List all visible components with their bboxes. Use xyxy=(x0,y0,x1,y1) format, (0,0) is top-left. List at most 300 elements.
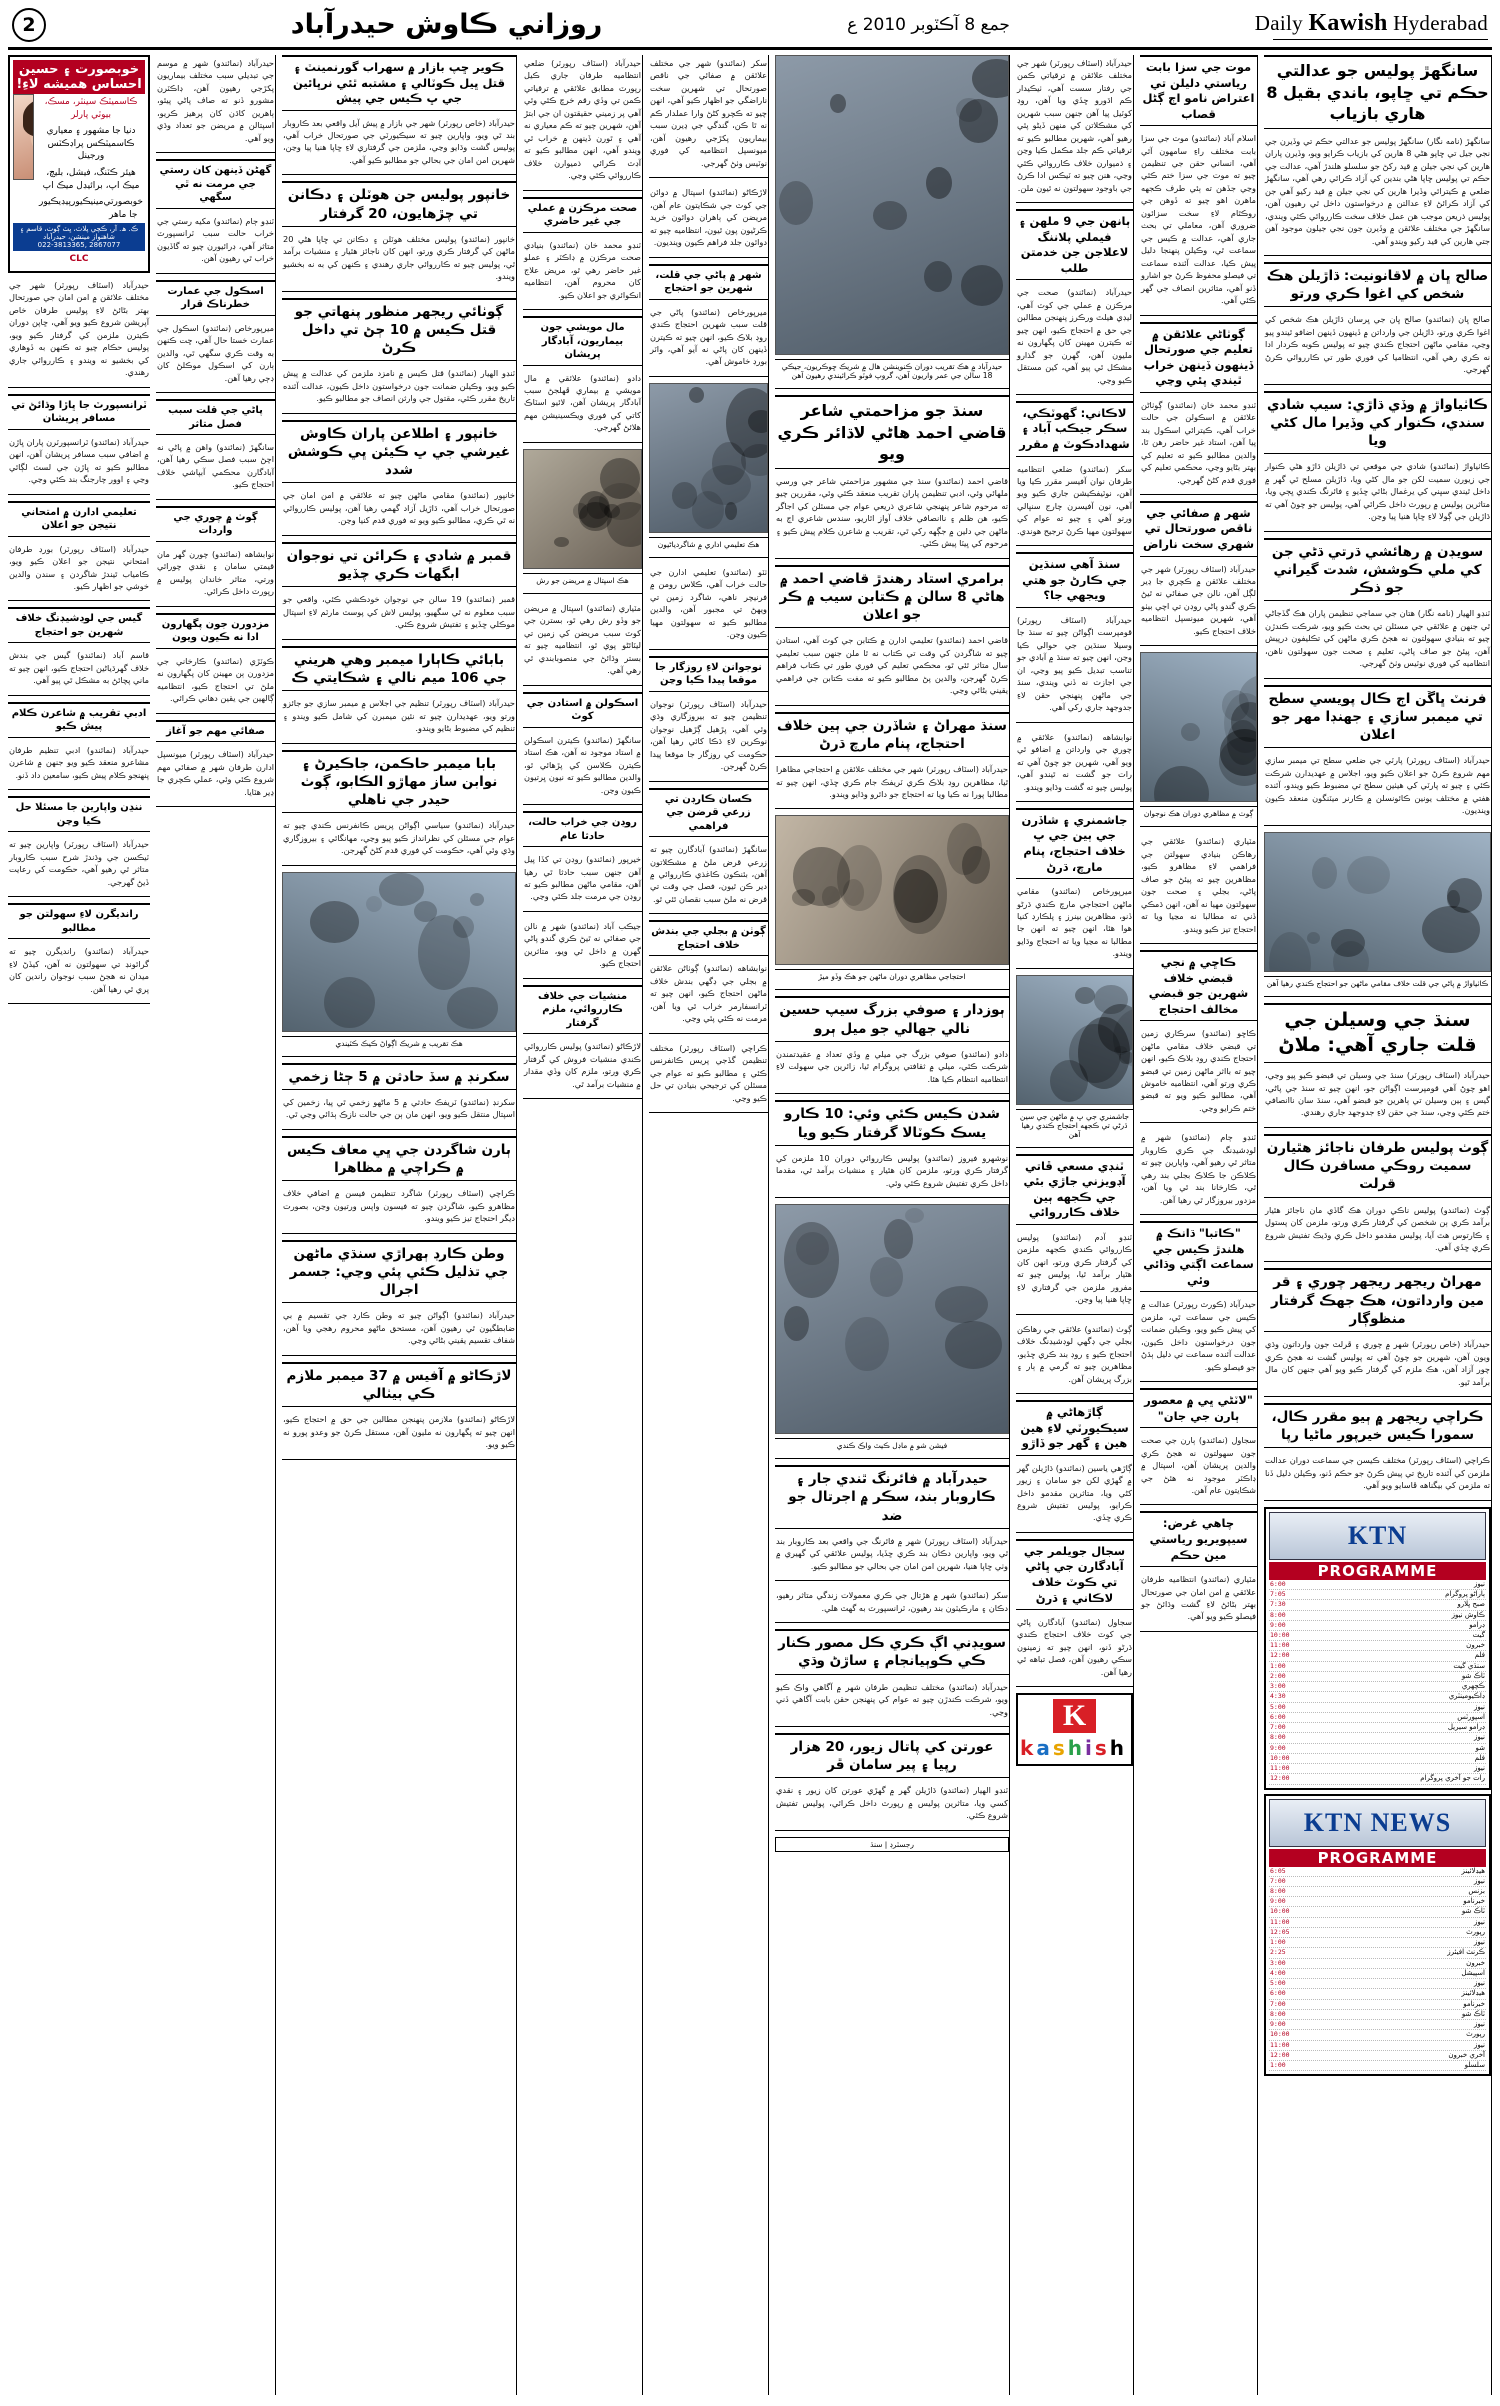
photo-shape xyxy=(1422,906,1480,953)
article-separator xyxy=(156,152,275,153)
article-headline: ٻوزدار ۽ صوفي بزرگ سيپ حسين نالي جهالي جو ميل ٻرو xyxy=(775,996,1009,1041)
masthead-date: جمع 8 آڪٽوبر 2010 ع xyxy=(847,14,1010,35)
article-headline: سنڌ آهي سنڌين جي ڪارڻ جو هتي ويجهي جا؟ xyxy=(1016,552,1133,608)
programme-name: ٽاڪ شو xyxy=(1461,1671,1485,1680)
article-headline: عورتن کي پاتال زيور، 20 هزار رپيا ۽ پير سامان ڦر xyxy=(775,1733,1009,1778)
article-body-text: ٽنڊو ڄام (نمائندو) شهر ۾ لوڊشيڊنگ جي ڪري ڪاروبار متاثر ٿي رهيو آهي، واپارين چيو ته ڪلاڪن جا ڪلاڪ بجلي بند رهي ٿي، ڪارخانا بند ٿي ويا آهن، مزدور بيروزگار ٿي رهيا آهن. xyxy=(1141,1132,1256,1205)
article-separator xyxy=(649,649,768,650)
programme-time: 3:00 xyxy=(1270,1958,1286,1967)
article-headline: شهر ۾ پاڻي جي قلت، شهرين جو احتجاج xyxy=(649,264,768,300)
news-photo xyxy=(775,1204,1009,1434)
article-body-text: ٽنڊو آدم (نمائندو) پوليس ڪارروائي ڪندي ڪجهه ملزمن کي گرفتار ڪري ورتو، انهن کان هٿيار برآمد ٿيا، پوليس چيو ته مفرور ملزمن جي گرفتاري لاءِ ڇاپا هنيا پيا وڃن. xyxy=(1017,1231,1132,1305)
article-body-text: حيدرآباد (اسٽاف رپورٽر) نوجوان تنظيمن چيو ته بيروزگاري وڌي وئي آهي، پڙهيل ڳڙهيل نوجوان نوڪرين لاءِ ڌڪا کائي رهيا آهن، حڪومت کي روزگار جا موقعا پيدا ڪرڻ گهرجن. xyxy=(650,698,767,772)
article-headline: ٽنڊي مسعي ڦاتي آڊويزني جاڙي بئي جي ڪجهه ٻين خلاف ڪارروائي xyxy=(1016,1154,1133,1225)
photo-caption: ڳوٺ ۾ مظاهري دوران هڪ نوجوان xyxy=(1140,806,1257,820)
article-separator xyxy=(1264,1396,1491,1397)
article-body-text: حيدرآباد (اسٽاف رپورٽر) شهر جي مختلف علائقن ۾ امن امان جي صورتحال بهتر بڻائڻ لاءِ پوليس طرفان خاص آپريشن شروع ڪيو ويو آهي، ڇاپن دوران ڪيترن ملزمن کي گرفتار ڪيو ويو، پوليس حڪام چيو ته ڪنهن به ڏوهاري کي بخشيو نه ويندو ۽ ڪارروائي جاري رهندي. xyxy=(9,279,149,378)
article-separator xyxy=(649,1112,768,1113)
programme-time: 11:00 xyxy=(1270,1764,1290,1773)
programme-time: 12:00 xyxy=(1270,2050,1290,2059)
article-separator xyxy=(1140,1381,1257,1382)
ktn-programme-box xyxy=(1264,1507,1491,1790)
article-separator xyxy=(1016,1393,1133,1394)
article-separator xyxy=(775,989,1009,990)
article-body-text: خانپور (نمائندو) پوليس مختلف هوٽلن ۽ دڪانن تي ڇاپا هڻي 20 ماڻهن کي گرفتار ڪري ورتو، انهن کان ناجائز هٿيار ۽ منشيات برآمد ٿي، پوليس چيو ته ڪارروائي جاري رهندي ۽ ڪنهن کي به نه بخشيو ويندو. xyxy=(283,233,515,282)
ktn-logo xyxy=(1269,1799,1486,1847)
programme-time: 6:00 xyxy=(1270,1579,1286,1588)
article-body-text: حيدرآباد (اسٽاف رپورٽر) پارٽي جي ضلعي سطح تي ميمبر سازي مهم شروع ڪرڻ جو اعلان ڪيو ويو، اجلاس ۾ عهديدارن شرڪت ڪئي ۽ چيو ته پارٽي کي هيٺين سطح تي مضبوط ڪيو ويندو، آئنده هفتي ۾ مختلف يونين ڪائونسلن ۾ ڪارنر ميٽنگون منعقد ڪيون وينديون. xyxy=(1265,755,1490,816)
programme-time: 1:00 xyxy=(1270,1938,1286,1947)
article-separator xyxy=(1016,202,1133,203)
programme-name: فلم xyxy=(1474,1753,1485,1762)
article-separator xyxy=(1140,1122,1257,1123)
article-separator xyxy=(775,705,1009,706)
article-separator xyxy=(649,913,768,914)
article-separator xyxy=(156,273,275,274)
news-photo xyxy=(1016,975,1133,1105)
schedule-row xyxy=(1269,1744,1486,1754)
article-separator xyxy=(1264,531,1491,532)
programme-time: 8:00 xyxy=(1270,1733,1286,1742)
article-separator xyxy=(523,685,642,686)
column-9 xyxy=(8,55,150,2395)
hair-shape xyxy=(23,97,34,137)
article-headline: ادبي تقريب ۾ شاعرن ڪلام پيش ڪيو xyxy=(8,702,150,738)
ad-phone: 022-3813365, 2867077 xyxy=(37,241,121,250)
programme-band: PROGRAMME xyxy=(1269,1849,1486,1867)
schedule-row xyxy=(1269,1733,1486,1743)
schedule-row xyxy=(1269,1959,1486,1969)
programme-band: PROGRAMME xyxy=(1269,1562,1486,1580)
ktn-programme-box xyxy=(1264,1794,1491,2077)
programme-name: ڪرنٽ افيئرز xyxy=(1447,1948,1485,1957)
photo-shape xyxy=(935,1286,987,1323)
programme-time: 1:00 xyxy=(1270,1661,1286,1670)
programme-name: نيوز xyxy=(1473,1938,1485,1947)
article-headline: تعليمي ادارن ۾ امتحاني نتيجن جو اعلان xyxy=(8,501,150,537)
schedule-row xyxy=(1269,1989,1486,1999)
article-headline: لاڙڪاڻو ۾ آفيس ۾ 37 ميمبر ملازم ڪي بيٺالي xyxy=(282,1362,516,1407)
article-body-text: حيدرآباد (اسٽاف رپورٽر) بورڊ طرفان امتحاني نتيجن جو اعلان ڪيو ويو، ڪامياب ٿيندڙ شاگردن ۽ سندن والدين خوشي جو اظهار ڪيو. xyxy=(9,543,149,591)
schedule-row xyxy=(1269,1672,1486,1682)
photo-shape xyxy=(924,261,952,292)
programme-name: فلم xyxy=(1474,1651,1485,1660)
article-headline: گهڻن ڏينهن کان رستي جي مرمت نه ٿي سگهي xyxy=(156,159,275,209)
programme-name: اسپيشل xyxy=(1461,1968,1485,1977)
programme-time: 4:30 xyxy=(1270,1692,1286,1701)
article-separator xyxy=(156,499,275,500)
article-separator xyxy=(523,1098,642,1099)
column-3 xyxy=(1016,55,1134,2395)
article-separator xyxy=(1016,1147,1133,1148)
article-body-text: حيدرآباد (نمائندو) شهر ۾ موسم جي تبديلي سبب مختلف بيماريون پکڙجي رهيون آهن، ڊاڪٽرن مشورو ڏنو ته صاف پاڻي پيئو، ٻاهرين کاڌن کان پرهيز ڪريو، اسپتالن ۾ مريضن جو تعداد وڌي ويو آهي. xyxy=(157,58,274,143)
ad-service-2: مينيڪيور xyxy=(70,197,104,208)
article-headline: پاڻي جي قلت سبب فصل متاثر xyxy=(156,399,275,435)
programme-time: 9:00 xyxy=(1270,1743,1286,1752)
ad-model-photo xyxy=(13,94,34,180)
article-headline: شهر ۾ صفائي جي ناقص صورتحال تي شهري سخت ناراض xyxy=(1140,501,1257,557)
column-2 xyxy=(1140,55,1258,2395)
photo-shape xyxy=(845,1317,888,1372)
article-separator xyxy=(1016,394,1133,395)
photo-shape xyxy=(830,94,846,113)
article-body-text: حيدرآباد (اسٽاف رپورٽر) واپارين چيو ته ٽيڪسن جي وڌندڙ شرح سبب ڪاروبار متاثر ٿي رهيو آهي، حڪومت کي رعايت ڏيڻ گهرجي. xyxy=(9,839,149,887)
article-headline: ڳوٺ پوليس طرفان ناجائز هٿيارن سميت روڪي مسافرن ڪال قرلت xyxy=(1264,1134,1491,1198)
programme-name: ٽاڪ شو xyxy=(1461,2009,1485,2018)
kashish-letter: h xyxy=(1109,1736,1127,1761)
footer-registration-note: رجسٽرڊ | سنڌ xyxy=(775,1837,1009,1852)
programme-time: 8:00 xyxy=(1270,2009,1286,2018)
photo-shape xyxy=(793,847,850,905)
schedule-row xyxy=(1269,1877,1486,1887)
programme-name: نيوز xyxy=(1473,1876,1485,1885)
programme-name: نيوز xyxy=(1473,1979,1485,1988)
article-headline: چاهي غرض: سيپويريو رياستي مين حڪم xyxy=(1140,1511,1257,1567)
schedule-row xyxy=(1269,2020,1486,2030)
news-photo xyxy=(649,383,768,533)
ktn-logo xyxy=(1269,1512,1486,1560)
article-headline: ڳوٺاڻي علائقن ۾ تعليم جي صورتحال ڏينهون ڏينهن خراب ٿيندي پئي وڃي xyxy=(1140,322,1257,393)
masthead-daily-word: Daily xyxy=(1254,10,1303,35)
article-body-text: سانگهڙ (نمائندو) واهن ۾ پاڻي نه اچڻ سبب فصل سڪي رهيا آهن، آبادگارن محڪمي آبپاشي خلاف احتجاج ڪيو. xyxy=(157,442,274,490)
photo-shape xyxy=(873,201,907,230)
article-body-text: نوابشاهه (نمائندو) علائقي ۾ چوري جي وارداتن ۾ اضافو ٿي ويو آهي، شهرين جو چوڻ آهي ته رات جو گشت نه ٿيندو آهي، پوليس چيو ته گشت وڌايو ويندو. xyxy=(1017,731,1132,792)
schedule-row xyxy=(1269,1621,1486,1631)
programme-time: 8:00 xyxy=(1270,1610,1286,1619)
article-headline: ڳاڙهاڻي ۾ سيڪيورٽي لاءِ هين هين ۽ گهر جو ڏاڙو xyxy=(1016,1400,1133,1456)
article-separator xyxy=(1264,1261,1491,1262)
schedule-row xyxy=(1269,1938,1486,1948)
article-separator xyxy=(523,978,642,979)
programme-name: ڊرامو xyxy=(1469,1620,1485,1629)
photo-shape xyxy=(962,846,990,884)
photo-shape xyxy=(554,537,569,548)
article-body-text: لاڙڪاڻو (نمائندو) اسپتال ۾ دوائن جي کوٽ جي شڪايتون عام آهن، مريضن کي ٻاهران دوائون خريد ڪرڻيون پون ٿيون، انتظاميه چيو ته دوائون جلد فراهم ڪيون وينديون. xyxy=(650,187,767,248)
article-separator xyxy=(775,558,1009,559)
masthead-kawish-word: Kawish xyxy=(1308,9,1388,36)
schedule-row xyxy=(1269,1897,1486,1907)
schedule-row xyxy=(1269,1611,1486,1621)
article-body-text: ميرپورخاص (نمائندو) پاڻي جي قلت سبب شهرين احتجاج ڪندي روڊ بلاڪ ڪيو، انهن چيو ته ڪيترن ڏينهن کان پاڻي نه آيو آهي، واٽر بورڊ خاموش آهي. xyxy=(650,306,767,367)
article-separator xyxy=(1016,1686,1133,1687)
news-photo xyxy=(1264,832,1491,972)
schedule-row xyxy=(1269,1723,1486,1733)
article-body-text: سکرنڊ (نمائندو) ٽريفڪ حادثي ۾ 5 ماڻهو زخمي ٿي پيا، زخمين کي اسپتال منتقل ڪيو ويو، انهن مان ٻن جي حالت نازڪ ٻڌائي وڃي ٿي. xyxy=(283,1096,515,1120)
schedule-row xyxy=(1269,1600,1486,1610)
kashish-letter: a xyxy=(1036,1736,1053,1761)
article-separator xyxy=(1264,1500,1491,1501)
article-headline: سنڌ مهراڻ ۽ شاڏرن جي ٻين خلاف احتجاج، پنام مارچ ڌرڻ xyxy=(775,712,1009,757)
article-body-text: حيدرآباد (نمائندو) سياسي اڳواڻن پريس ڪانفرنس ڪندي چيو ته عوام جي مسئلن کي نظرانداز ڪيو پيو وڃي، مهانگائي ۽ بيروزگاري وڌي وئي آهي، حڪومت کي فوري قدم کڻڻ گهرجن. xyxy=(283,820,515,856)
schedule-row xyxy=(1269,1979,1486,1989)
article-body-text: ٽنڊو محمد خان (نمائندو) بنيادي صحت مرڪزن ۾ ڊاڪٽر ۽ عملو غير حاضر رهي ٿو، مريض علاج کان محروم آهن، انتظاميه انڪوائري جو اعلان ڪيو. xyxy=(524,239,641,300)
article-headline: ڪاڇي ۾ نجي قبضي خلاف شهرين جو قبضي مخالف احتجاج xyxy=(1140,950,1257,1021)
article-headline: نوجوانن لاءِ روزگار جا موقعا پيدا ڪيا وڃن xyxy=(649,656,768,692)
programme-name: رات جو آخري پروگرام xyxy=(1420,1774,1485,1783)
article-body-text: ميرپورخاص (نمائندو) اسڪول جي عمارت خستا حال آهي، ڇت ڪنهن به وقت ڪري سگهي ٿي، والدين ٻارن کي اسڪول موڪلڻ کان ڊڄي رهيا آهن. xyxy=(157,322,274,383)
article-separator xyxy=(282,865,516,866)
schedule-row xyxy=(1269,2061,1486,2071)
photo-shape xyxy=(1075,987,1095,1004)
article-body-text: حيدرآباد (اسٽاف رپورٽر) ميونسپل ادارن طرفان شهر ۾ صفائي مهم شروع ڪئي وئي، عملي ڪچري جا ڍير هٽايا. xyxy=(157,749,274,797)
schedule-row xyxy=(1269,2051,1486,2061)
article-headline: سنڌ جي وسيلن جي قلت جاري آهي: ملاڻ xyxy=(1264,1003,1491,1063)
programme-time: 6:05 xyxy=(1270,1866,1286,1875)
article-headline: سنڌ جو مزاحمتي شاعر قاضي احمد هاڻي لاڌائر ڪري ويو xyxy=(775,395,1009,469)
programme-time: 7:05 xyxy=(1270,1590,1286,1599)
article-body-text: حيدرآباد (اسٽاف رپورٽر) سنڌ جي وسيلن تي قبضو ڪيو پيو وڃي، اهو چوڻ آهي قومپرست اڳواڻن جو، انهن چيو ته سنڌ جي پاڻي، گيس ۽ ٻين وسيلن تي ٻاهرين جو قبضو آهي، سنڌ سان ناانصافي ختم ڪئي وڃي، سنڌ جي حقن لاءِ جدوجهد جاري رهندي. xyxy=(1265,1070,1490,1118)
article-headline: فرنٽ ڀاڱن اڄ ڪال پويسي سطح تي ميمبر سازي ۽ جهنڊا مهر جو اعلان xyxy=(1264,685,1491,749)
article-body-text: سجاول (نمائندو) ٻارن جي صحت جون سهولتون نه هجڻ ڪري والدين پريشان آهن، اسپتال ۾ ڊاڪٽر موجود نه هئڻ جي شڪايتون عام آهن. xyxy=(1141,1435,1256,1496)
programme-name: خبرنامو xyxy=(1463,1897,1485,1906)
article-headline: سجال جويلمر جي آبادگارن جي ڀاڻي تي ڪوٽ خلاف لاڪاني ۽ ڌرڻ xyxy=(1016,1539,1133,1610)
article-body-text: ڪاڇو (نمائندو) سرڪاري زمين تي قبضي خلاف مقامي ماڻهن احتجاج ڪندي روڊ بلاڪ ڪيو، انهن چيو ته بااثر ماڻهن زمين تي قبضو ڪري ورتو آهي، انتظاميه خاموش آهي، مطالبو ڪيو ويو ته قبضو ختم ڪرايو وڃي. xyxy=(1141,1028,1256,1113)
article-headline: سويڊني اڳ ڪري ڪل مصور ڪنار ڪي ڪوٻيانجام ۽ ساڙڻ وڌي xyxy=(775,1629,1009,1674)
article-body-text: ڪاٺياواڙ (نمائندو) شادي جي موقعي تي ڌاڙيلن ڌاڙو هڻي ڪنوار جي زيورن سميت لکن جو مال کڻي ويا، ڌاڙيلن مسلح ٿي گهر ۾ داخل ٿيندي سڀني کي يرغمال بڻائي ڇڏيو ۽ فائرنگ ڪندي ڀڄي ويا، متاثرين پوليس ۾ رپورٽ داخل ڪرائي آهي، پوليس جو چوڻ آهي ته ڌاڙيلن جي ڳولا لاءِ ڇاپا هنيا پيا وڃن. xyxy=(1265,461,1490,522)
article-separator xyxy=(649,177,768,178)
article-separator xyxy=(649,781,768,782)
schedule-row xyxy=(1269,1692,1486,1702)
article-separator xyxy=(1016,545,1133,546)
programme-time: 1:00 xyxy=(1270,2060,1286,2069)
ad-service-3: پيڊيڪيور xyxy=(39,197,71,208)
ad-body xyxy=(13,94,145,223)
article-headline: صحت مرڪزن ۾ عملي جي غير حاضري xyxy=(523,197,642,233)
programme-time: 5:00 xyxy=(1270,1702,1286,1711)
article-headline: صالح ڀان ۾ لاقانونيت: ڌاڙيلن هڪ شخص کي اغوا ڪري ورتو xyxy=(1264,262,1491,307)
article-separator xyxy=(282,174,516,175)
column-6 xyxy=(523,55,643,2395)
article-body-text: خيرپور (نمائندو) روڊن تي کڏا پيل آهن جنهن سبب حادثا ٿي رهيا آهن، مقامي ماڻهن مطالبو ڪيو ته روڊن جي مرمت جلد ڪئي وڃي. xyxy=(524,854,641,902)
article-separator xyxy=(649,1033,768,1034)
masthead xyxy=(8,6,1492,50)
article-separator xyxy=(1140,494,1257,495)
article-headline: "لاٽڻي ڀي ۾ معصور ٻارن جي جان" xyxy=(1140,1388,1257,1428)
article-body-text: سجاول (نمائندو) آبادگارن پاڻي جي کوٽ خلاف احتجاج ڪندي ڌرڻو ڏنو، انهن چيو ته زمينون سڪي رهيون آهن، فصل تباهه ٿي رهيا آهن. xyxy=(1017,1617,1132,1677)
article-body-text: سکر (نمائندو) ضلعي انتظاميه طرفان نوان آفيسر مقرر ڪيا ويا آهن، نوٽيفڪيشن جاري ڪيو ويو آهي، نون آفيسرن چارج سنڀالي ورتو آهي ۽ چيو ته عوام کي سهولتون مهيا ڪرڻ ترجيح هوندي. xyxy=(1017,463,1132,536)
programme-time: 10:00 xyxy=(1270,1631,1290,1640)
article-body-text: قاضي احمد (نمائندو) سنڌ جي مشهور مزاحمتي شاعر جي ورسي ملهائي وئي، ادبي تنظيمن پاران تقريب منعقد ڪئي وئي، مقررين چيو ته مرحوم شاعر پنهنجي شاعري ذريعي عوام جي مسئلن کي اجاگر ڪيو، هن ظلم ۽ ناانصافي خلاف آواز اٿاريو، سندس شاعري اڄ به ماڻهن جي دلين ۾ جڳهه رکي ٿي، تقريب ۾ شاعرن ڪلام پيش ڪيو ۽ مرحوم کي ڀيٽا پيش ڪئي. xyxy=(776,475,1008,549)
article-body-text: ٽنڊو الهيار (نمائندو) قتل ڪيس ۾ نامزد ملزمن کي عدالت ۾ پيش ڪيو ويو، وڪيلن ضمانت جون درخواستون داخل ڪيون، عدالت آئنده تاريخ مقرر ڪئي، مقتول جي وارثن انصاف جو مطالبو ڪيو. xyxy=(283,368,515,404)
article-body-text: قمبر (نمائندو) 19 سالن جي نوجوان خودڪشي ڪئي، واقعي جو سبب معلوم نه ٿي سگهيو، پوليس لاش کي پوسٽ مارٽم لاءِ اسپتال موڪلي ڇڏيو ۽ تفتيش شروع ڪئي. xyxy=(283,594,515,630)
photo-shape xyxy=(1094,985,1128,1015)
article-headline: ڪوير ڇپ بازار ۾ سهراب گورنمينٽ ۽ قتل ڀيل ڪوٽالي ۽ مشتبه ٿئي نرڀائين جي ڀ ڪيس جي پيش xyxy=(282,55,516,111)
kashish-wordmark xyxy=(1022,1736,1127,1760)
article-headline: سويڊن ۾ رهائشي ڌرتي ڌڻي جن کي ملي ڪوشش، شدت گيراني جو ذڪر xyxy=(1264,538,1491,602)
photo-shape xyxy=(418,915,469,990)
article-headline: گيس جي لوڊشيڊنگ خلاف شهرين جو احتجاج xyxy=(8,607,150,643)
article-body-text: سانگهڙ (نمائندو) آبادگارن چيو ته زرعي قرض ملڻ ۾ مشڪلاتون آهن، بئنڪون ڪاغذي ڪارروائي ۾ دير ڪن ٿيون، فصل جي وقت تي قرض نه ملڻ سبب نقصان ٿئي ٿو. xyxy=(650,844,767,904)
news-photo xyxy=(1140,652,1257,802)
photo-caption: هڪ تقريب ۾ شريڪ اڳواڻ ڪيڪ ڪٽيندي xyxy=(282,1036,516,1050)
news-photo xyxy=(775,815,1009,965)
programme-time: 10:00 xyxy=(1270,2030,1290,2039)
article-body-text: دادو (نمائندو) علائقي ۾ مال مويشي ۾ بيماري ڦهلجڻ سبب آبادگار پريشان آهن، لائيو اسٽاڪ کاتي کي فوري ويڪسينيشن مهم هلائڻ گهرجي. xyxy=(524,372,641,433)
schedule-row xyxy=(1269,1651,1486,1661)
article-separator xyxy=(156,713,275,714)
article-separator xyxy=(1264,1127,1491,1128)
article-separator xyxy=(8,695,150,696)
article-body-text: حيدرآباد (اسٽاف رپورٽر) شهر جي مختلف علائقن ۾ احتجاجي مظاهرا ٿيا، مظاهرين روڊ بلاڪ ڪري ٽريفڪ جام ڪري ڇڏي، انهن چيو ته مطالبا پورا نه ڪيا ويا ته احتجاج جو دائرو وڌايو ويندو. xyxy=(776,764,1008,799)
programme-name: سلسلو xyxy=(1464,2060,1485,2069)
page-grid xyxy=(8,55,1492,2395)
programme-time: 12:00 xyxy=(1270,1651,1290,1660)
article-body-text: حيدرآباد (خاص رپورٽر) شهر جي بازار ۾ پيش آيل واقعي بعد ڪاروبار بند ٿي ويو، واپارين چيو ته سيڪيورٽي جي صورتحال خراب آهي، پوليس گشت وڌايو وڃي، ملزمن جي گرفتاري لاءِ ڇاپا هنيا پيا وڃن، شهرين امن امان جي بحالي جو مطالبو ڪيو آهي. xyxy=(283,117,515,165)
photo-shape xyxy=(379,873,424,905)
article-headline: برامري استاد رهندڙ قاضي احمد ۾ هاڻي 8 سالن ۾ ڪتابن سيب ۾ ڪر جو اعلان xyxy=(775,565,1009,629)
programme-name: ڊرامو سيريل xyxy=(1447,1723,1485,1732)
schedule-row xyxy=(1269,1703,1486,1713)
article-separator xyxy=(775,1622,1009,1623)
programme-name: بزنس xyxy=(1468,1887,1485,1895)
programme-name: نيوز xyxy=(1473,1917,1485,1926)
article-body-text: قاسم آباد (نمائندو) گيس جي بندش خلاف گهرڌياڻين احتجاج ڪيو، انهن چيو ته ماني پچائڻ به مشڪل ٿي پيو آهي. xyxy=(9,650,149,686)
programme-name: آخري خبرون xyxy=(1448,2050,1485,2059)
programme-time: 7:00 xyxy=(1270,1723,1286,1732)
article-separator xyxy=(282,1056,516,1057)
article-separator xyxy=(775,1197,1009,1198)
photo-shape xyxy=(961,265,1003,306)
ktn-wordmark: KTN xyxy=(1347,1520,1408,1550)
schedule-row xyxy=(1269,2030,1486,2040)
ad-service-1: خوبصورتي جا ماهر xyxy=(103,197,143,220)
article-body-text: سانگهڙ (نامه نگار) سانگهڙ پوليس جو عدالتي حڪم تي وڏيرن جي نجي جيل تي ڇاپو هڻي 8 هارين کي بازياب ڪرايو ويو، وڏيرن پاران هارين کي نجي جيلن ۾ قيد رکڻ جو سلسلو هلندڙ آهي، عدالت جي حڪم تي پوليس ڇاپا هڻي بندين کي آزاد ڪرائي رهي آهي، سانگهڙ ضلعي ۾ ڪيترائي وڏيرا هارين کي نجي جيلن ۾ قيد رکيو آهي جن کي آزاد ڪرائڻ لاءِ عدالتن ۾ درخواستون داخل ٿي رهيون آهن، پوليس ذريعن موجب هن عمل خلاف سخت ڪارروائي ڪئي ويندي، سانگهڙ جي مختلف علائقن ۾ وڏيرن جون نجي جيلون موجود آهن جتي هارين کي قيد رکيو ويندو آهي. xyxy=(1265,135,1490,246)
article-headline: مهراڻ ريجهر ريجهر چوري ۽ قر مين وارداتون، هڪ جهڪ گرفتار منظوڳار xyxy=(1264,1268,1491,1332)
programme-time: 6:00 xyxy=(1270,1989,1286,1998)
programme-name: خبرون xyxy=(1466,1958,1485,1967)
photo-caption: ڪاٺياواڙ ۾ پاڻي جي قلت خلاف مقامي ماڻهن جو احتجاج ڪندي رهيا آهن xyxy=(1264,976,1491,990)
article-body-text: ڳوٺ (نمائندو) علائقي جي رهاڪن بجلي جي ڊگهي لوڊشيڊنگ خلاف احتجاج ڪيو ۽ روڊ بند ڪري ڇڏيو، مظاهرين چيو ته گرمي ۾ ٻار ۽ بزرگ پريشان آهن. xyxy=(1017,1323,1132,1384)
programme-name: رپورٽ xyxy=(1466,1927,1485,1936)
article-separator xyxy=(1264,255,1491,256)
article-body-text: نوابشاهه (نمائندو) ڳوٺاڻن علائقن ۾ بجلي جي ڊگهي بندش خلاف ماڻهن احتجاج ڪيو، انهن چيو ته ٽرانسفارمر خراب ٿي ويا آهن، مرمت نه ڪئي پئي وڃي. xyxy=(650,963,767,1024)
article-body-text: حيدرآباد (نمائندو) صحت جي مرڪزن ۾ عملي جي کوٽ آهي، ليڊي هيلٿ ورڪرز پنهنجن مطالبن جي حق ۾ احتجاج ڪيو، انهن چيو ته ڪيترن مهينن کان پگهارون نه مليون آهن، گهرن جو گذارو مشڪل ٿي پيو آهي، کين مستقل ڪيو وڃي. xyxy=(1017,287,1132,385)
article-body-text: حيدرآباد (نمائندو) ادبي تنظيم طرفان مشاعرو منعقد ڪيو ويو جنهن ۾ شاعرن پنهنجو ڪلام پيش ڪيو، سامعين داد ڏنو. xyxy=(9,744,149,780)
article-separator xyxy=(649,257,768,258)
programme-time: 2:25 xyxy=(1270,1948,1286,1957)
article-separator xyxy=(1264,384,1491,385)
photo-caption: حيدرآباد ۾ هڪ تقريب دوران ڪنوينشن هال ۾ شريڪ ڇوڪريون، جيڪي 18 سالن جي عمر واريون آهن، گروپ فوٽو ڪرائيندي رهيون آهن xyxy=(775,359,1009,382)
article-body-text: ٺٽو (نمائندو) تعليمي ادارن جي حالت خراب آهي، ڪلاس رومن ۾ فرنيچر ناهي، شاگرد زمين تي ويهڻ تي مجبور آهن، والدين مطالبو ڪيو ته سهولتون مهيا ڪيون وڃن. xyxy=(650,566,767,640)
article-separator xyxy=(282,639,516,640)
advertisement-beauty-salon xyxy=(8,55,150,273)
programme-name: نيوز xyxy=(1473,1733,1485,1742)
article-headline: ڪسان ڪارڊن تي زرعي قرضن جي فراهمي xyxy=(649,788,768,838)
schedule-row xyxy=(1269,1631,1486,1641)
article-body-text: ٽنڊو محمد خان (نمائندو) ڳوٺاڻن علائقن ۾ اسڪولن جي حالت خراب آهي، ڪيترائي اسڪول بند پيا آهن، استاد غير حاضر رهن ٿا، والدين مطالبو ڪيو ته تعليم کي بهتر بڻايو وڃي، محڪمي تعليم کي فوري قدم کڻڻ گهرجي. xyxy=(1141,399,1256,485)
schedule-row xyxy=(1269,1948,1486,1958)
masthead-urdu-title: روزاني ڪاوش حيدرآباد xyxy=(290,9,603,40)
photo-caption: فيشن شو ۾ ماڊل ڪيٽ واڪ ڪندي xyxy=(775,1438,1009,1452)
article-headline: روڊن جي خراب حالت، حادثا عام xyxy=(523,811,642,847)
article-headline: صفائي مهم جو آغاز xyxy=(156,720,275,743)
ad-line-2: هيئر ڪٽنگ، فيشل، بليچ، ميڪ اپ، برائيڊل ميڪ اپ xyxy=(42,167,140,191)
programme-time: 9:00 xyxy=(1270,2020,1286,2029)
article-separator xyxy=(523,309,642,310)
article-separator xyxy=(523,442,642,443)
programme-time: 11:00 xyxy=(1270,1917,1290,1926)
article-separator xyxy=(775,1726,1009,1727)
article-body-text: حيدرآباد (نمائندو) مختلف تنظيمن طرفان شهر ۾ آگاهي واڪ ڪيو ويو، شرڪت ڪندڙن چيو ته عوام کي پنهنجن حقن بابت آگاهي ڏني وڃي. xyxy=(776,1681,1008,1717)
article-separator xyxy=(775,1830,1009,1831)
photo-caption: هڪ تعليمي اداري ۾ شاگردياڻيون xyxy=(649,537,768,551)
article-headline: رانديگرن لاءِ سهولتن جو مطالبو xyxy=(8,903,150,939)
schedule-row xyxy=(1269,1580,1486,1590)
kashish-letter: k xyxy=(1020,1736,1037,1761)
article-body-text: اسلام آباد (نمائندو) موت جي سزا بابت مختلف راءِ سامهون آئي آهي، انساني حقن جي تنظيمن چيو ته موت جي سزا ختم ڪئي وڃي جڏهن ته ٻئي طرف ڪجهه ماهرن اهو چيو ته ڏوهن جي روڪٿام لاءِ سخت سزائون ضروري آهن، معاملي تي بحث جاري آهي، عدالت ۾ ڪيس جي سماعت ٿي، وڪيلن پنهنجا دليل پيش ڪيا، عدالت آئنده سماعت تي فيصلو محفوظ ڪرڻ جو اشارو ڏنو آهي، متاثرين انصاف جي گهر ڪئي آهي. xyxy=(1141,133,1256,306)
article-body-text: ڳاڙهي ياسين (نمائندو) ڌاڙيلن گهر ۾ گهڙي لکن جو سامان ۽ زيور کڻي ويا، متاثرين مقدمو داخل ڪرايو، پوليس تفتيش شروع ڪري ڇڏي. xyxy=(1017,1462,1132,1523)
photo-caption: احتجاجي مظاهري دوران ماڻهن جو هڪ وڏو ميڙ xyxy=(775,969,1009,983)
article-body-text: حيدرآباد (نمائندو) اڳواڻن چيو ته وطن ڪارڊ جي تقسيم ۾ بي ضابطگيون ٿي رهيون آهن، مستحق ماڻهو محروم رهجي ويا آهن، شفاف تقسيم يقيني بڻائي وڃي. xyxy=(283,1310,515,1346)
kashish-letter: s xyxy=(1094,1736,1110,1761)
article-body-text: مٽياري (نمائندو) علائقي جي رهاڪن بنيادي سهولتن جي فراهمي لاءِ مظاهرو ڪيو، مظاهرين چيو ته پيئڻ جو صاف پاڻي، بجلي ۽ صحت جون سهولتون مهيا نه آهن، انهن ڌمڪي ڏني ته مطالبا نه مڃيا ويا ته احتجاج تيز ڪيو ويندو. xyxy=(1141,836,1256,934)
schedule-row xyxy=(1269,1754,1486,1764)
article-body-text: حيدرآباد (ڪورٽ رپورٽر) عدالت ۾ ڪيس جي سماعت ٿي، ملزمن کي پيش ڪيو ويو، وڪيلن ضمانت جون درخواستون داخل ڪيون، عدالت آئنده سماعت تي دليل ٻڌڻ جو فيصلو ڪيو. xyxy=(1141,1299,1256,1372)
article-separator xyxy=(775,808,1009,809)
photo-shape xyxy=(1347,856,1390,895)
photo-shape xyxy=(796,1232,828,1266)
schedule-row xyxy=(1269,1682,1486,1692)
programme-time: 10:00 xyxy=(1270,1753,1290,1762)
programme-name: نيوز xyxy=(1473,1702,1485,1711)
programme-time: 4:00 xyxy=(1270,1968,1286,1977)
schedule-row xyxy=(1269,1969,1486,1979)
article-headline: بابا ميمبر حاڪمن، جاڪيرڻ ۽ نوابن ساز مهاڙو الڪابو، ڳوٺ حيدر جي ناهلي xyxy=(282,750,516,814)
programme-name: خبرون xyxy=(1466,1641,1485,1650)
programme-schedule xyxy=(1269,1867,1486,2072)
article-body-text: ٽنڊو ڄام (نمائندو) مکيه رستي جي خراب حالت سبب ٽرانسپورٽ متاثر آهي، ڊرائيورن چيو ته گاڏيون خراب ٿي رهيون آهن. xyxy=(157,215,274,264)
programme-name: هيڊلائينز xyxy=(1461,1989,1485,1998)
article-body-text: حيدرآباد (خاص رپورٽر) شهر ۾ چوري ۽ ڦرلٽ جون وارداتون وڌي ويون آهن، شهرين جو چوڻ آهي ته پوليس گشت نه هجڻ ڪري چور آزاد آهن، هڪ ملزم کي گرفتار ڪيو ويو آهي جنهن کان مال برآمد ٿيو. xyxy=(1265,1339,1490,1387)
article-separator xyxy=(1264,678,1491,679)
article-separator xyxy=(523,593,642,594)
programme-name: ڪاوش نيوز xyxy=(1451,1610,1485,1619)
ad-address: ڪ. ھ. آر، ڪچي پلاٽ، ڀٽ ڳوٺ، قاسم ۽ شاهنواز مينشن، حيدرآباد xyxy=(19,225,139,242)
article-separator xyxy=(1264,825,1491,826)
schedule-row xyxy=(1269,1907,1486,1917)
kashish-k-logo: K xyxy=(1053,1699,1096,1733)
article-body-text: قاضي احمد (نمائندو) تعليمي ادارن ۾ ڪتابن جي کوٽ آهي، استادن چيو ته شاگردن کي وقت تي ڪتاب نه ٿا ملن جنهن سبب تعليمي سال متاثر ٿئي ٿو، محڪمي تعليم کي فوري طور تي ڪتاب فراهم ڪرڻ گهرجن، والدين پڻ مطالبو ڪيو ته مفت ڪتابن جي فراهمي يقيني بڻائي وڃي. xyxy=(776,635,1008,696)
programme-name: شو xyxy=(1475,1743,1485,1752)
schedule-row xyxy=(1269,1774,1486,1784)
article-body-text: حيدرآباد (اسٽاف رپورٽر) شهر جي مختلف علائقن ۾ ڪچري جا ڍير لڳل آهن، نالن جي صفائي نه ٿيڻ ڪري گندو پاڻي روڊن تي اچي بيٺو آهي، شهرين ميونسپل انتظاميه خلاف احتجاج ڪيو. xyxy=(1141,563,1256,636)
programme-name: ڊاڪيومينٽري xyxy=(1448,1692,1485,1701)
article-separator xyxy=(775,1093,1009,1094)
article-body-text: مٽياري (نمائندو) اسپتال ۾ مريضن جو وڏو رش رهي ٿو، بسترن جي کوٽ سبب مريضن کي زمين تي ليٽائڻو پوي ٿو، انتظاميه چيو ته بستر وڌائڻ جي منصوبابندي ٿي رهي آهي. xyxy=(524,602,641,676)
photo-shape xyxy=(741,444,768,477)
article-headline: ٽرانسپورٽ جا ڀاڙا وڌائڻ تي مسافر پريشان xyxy=(8,394,150,430)
photo-shape xyxy=(959,99,998,143)
photo-shape xyxy=(1307,932,1320,944)
article-body-text: سکر (نمائندو) شهر ۾ هڙتال جي ڪري معمولات زندگي متاثر رهيو، دڪان ۽ مارڪيٽون بند رهيون، ٽرانسپورٽ به گهٽ هلي. xyxy=(776,1590,1008,1613)
schedule-row xyxy=(1269,2041,1486,2051)
article-body-text: حيدرآباد (اسٽاف رپورٽر) شهر ۾ فائرنگ جي واقعي بعد ڪاروبار بند ٿي ويو، واپارين دڪان بند ڪري ڇڏيا، پوليس علائقي کي گهيري ۾ وٺي ڇاپا هنيا، شهرين امن امان جي بحالي جو مطالبو ڪيو. xyxy=(776,1535,1008,1571)
photo-shape xyxy=(784,1306,809,1340)
article-separator xyxy=(1016,722,1133,723)
article-headline: سکرنڊ ۾ سڏ حادثن ۾ 5 ڄڻا زخمي xyxy=(282,1063,516,1090)
masthead-english-title xyxy=(1255,10,1488,40)
kashish-letter: h xyxy=(1067,1736,1085,1761)
ad-title: خوبصورت ۽ حسين احساس هميشه لاءِ! xyxy=(13,60,145,94)
programme-time: 7:30 xyxy=(1270,1600,1286,1609)
programme-time: 8:00 xyxy=(1270,1887,1286,1895)
photo-shape xyxy=(1222,690,1250,721)
article-separator xyxy=(8,789,150,790)
schedule-row xyxy=(1269,1713,1486,1723)
article-headline: قمبر ۾ شادي ۽ ڪرائن تي نوجوان ابگهات ڪري چڏيو xyxy=(282,542,516,587)
news-photo xyxy=(282,872,516,1032)
article-headline: خانپور ۽ اطلاعن پاران ڪاوش غيرشي جي ڀ ڪيئن ڀي ڪوشش شدد xyxy=(282,420,516,484)
